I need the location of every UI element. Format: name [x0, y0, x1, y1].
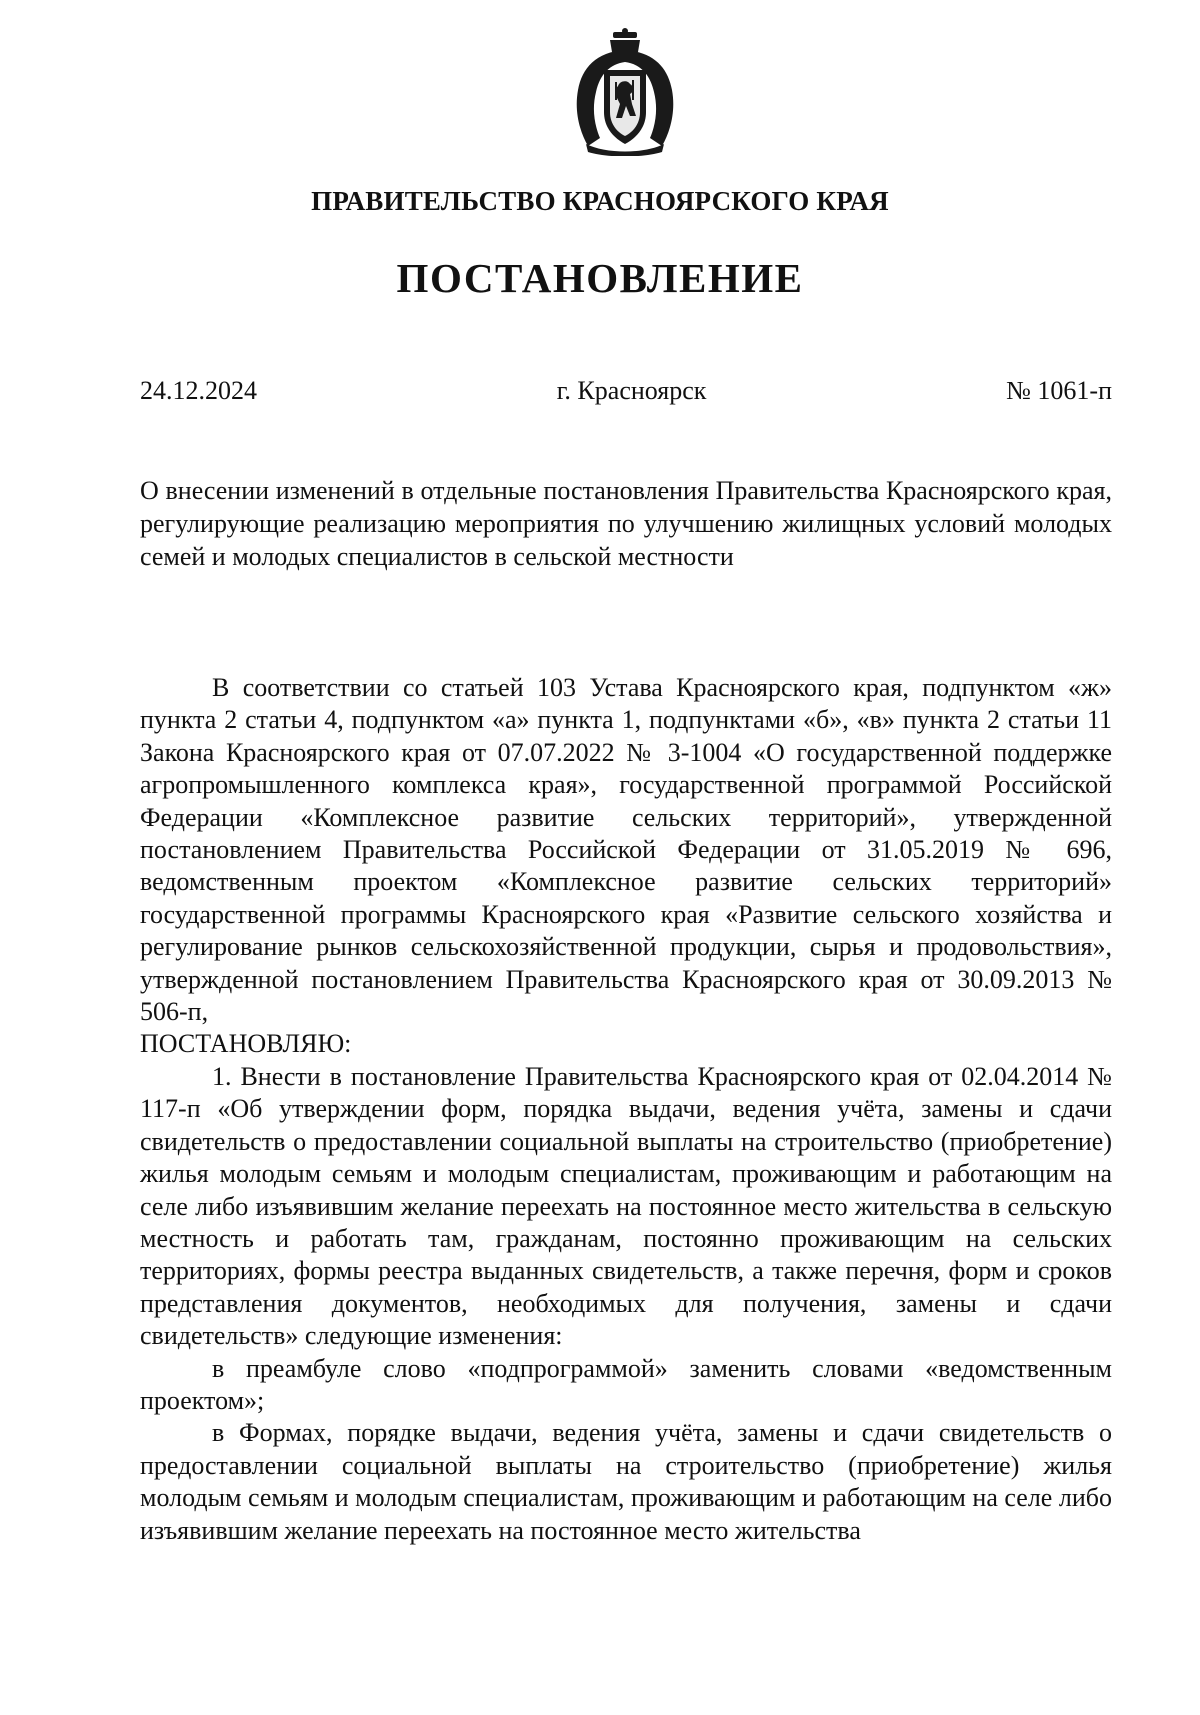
item-1-paragraph: 1. Внести в постановление Правительства Красноярского края от 02.04.2014 № 117-п «Об утверждении форм, порядка выдачи, ведения учёта, замены и сдачи свидетельств о предоставлении социальной выплаты на строительство (приобретение) жилья молодым семьям и молодым специалистам, проживающим и работающим на селе либо изъявившим желание переехать на постоянное место жительства в сельскую местность и работать там, гражданам, постоянно проживающим на сельских территориях, формы реестра выданных свидетельств, а также перечня, форм и сроков представления документов, необходимых для получения, замены и сдачи свидетельств» следующие изменения:	[140, 1061, 1112, 1351]
change-1-paragraph: в преамбуле слово «подпрограммой» заменить словами «ведомственным проектом»;	[140, 1353, 1112, 1415]
document-body	[140, 672, 1112, 1547]
document-city: г. Красноярск	[556, 376, 707, 405]
document-number: № 1061-п	[1006, 376, 1112, 405]
document-date: 24.12.2024	[140, 376, 257, 405]
resolve-clause: ПОСТАНОВЛЯЮ:	[140, 1029, 352, 1059]
change-2-paragraph: в Формах, порядке выдачи, ведения учёта, замены и сдачи свидетельств о предоставлении социальной выплаты на строительство (приобретение) жилья молодым семьям и молодым специалистам, проживающим и работающим на селе либо изъявившим желание переехать на постоянное место жительства	[140, 1418, 1112, 1545]
issuing-authority: ПРАВИТЕЛЬСТВО КРАСНОЯРСКОГО КРАЯ	[311, 186, 889, 216]
document-meta-row	[140, 376, 1112, 406]
document-subject: О внесении изменений в отдельные постановления Правительства Красноярского края, регулирующие реализацию мероприятия по улучшению жилищных условий молодых семей и молодых специалистов в сельской местности	[140, 476, 1112, 571]
coat-of-arms-icon	[566, 28, 684, 156]
preamble-paragraph: В соответствии со статьей 103 Устава Красноярского края, подпунктом «ж» пункта 2 статьи 4, подпунктом «а» пункта 1, подпунктами «б», «в» пункта 2 статьи 11 Закона Красноярского края от 07.07.2022 № 3-1004 «О государственной поддержке агропромышленного комплекса края», государственной программой Российской Федерации «Комплексное развитие сельских территорий», утвержденной постановлением Правительства Российской Федерации от 31.05.2019 № 696, ведомственным проектом «Комплексное развитие сельских территорий» государственной программы Красноярского края «Развитие сельского хозяйства и регулирование рынков сельскохозяйственной продукции, сырья и продовольствия», утвержденной постановлением Правительства Красноярского края от 30.09.2013 № 506-п,	[140, 673, 1112, 1027]
document-type-title: ПОСТАНОВЛЕНИЕ	[396, 255, 804, 301]
